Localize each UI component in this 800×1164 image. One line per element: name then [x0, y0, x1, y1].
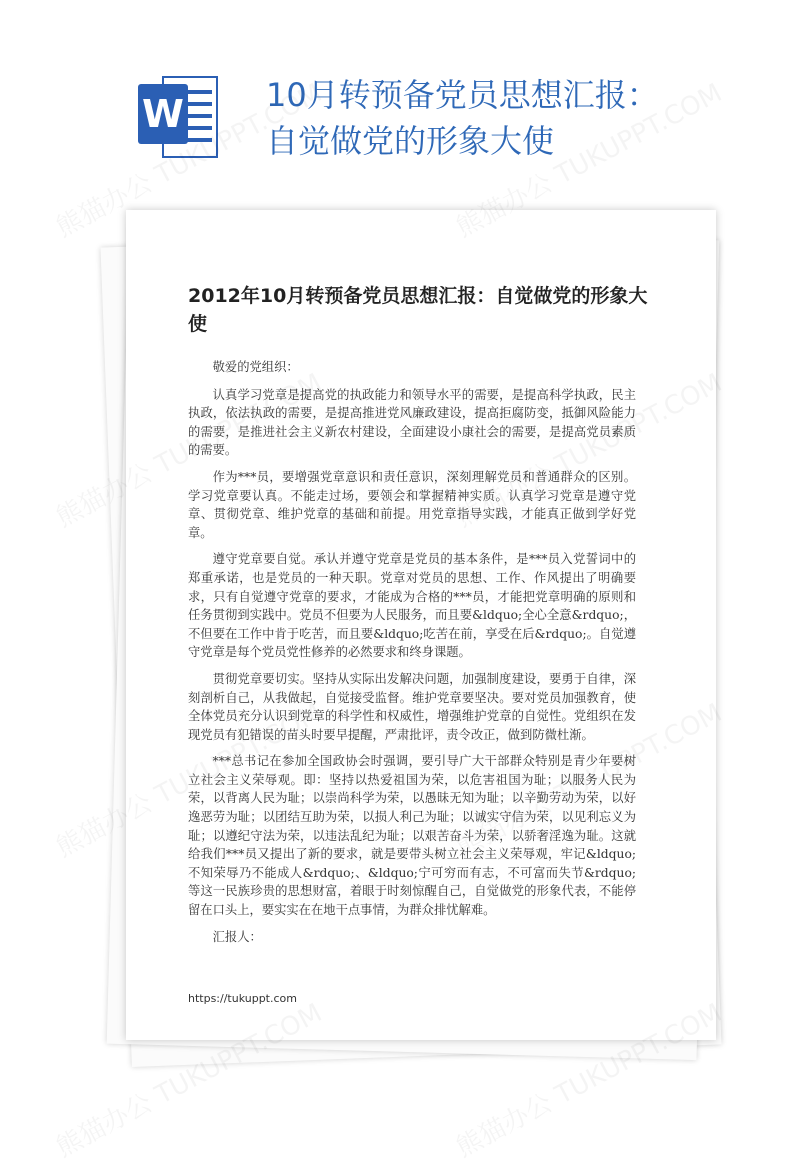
page-header [0, 0, 800, 215]
paragraph: 贯彻党章要切实。坚持从实际出发解决问题，加强制度建设，要勇于自律，深刻剖析自己，从我做起，自觉接受监督。维护党章要坚决。要对党员加强教育，使全体党员充分认识到党章的科学性和权威性，增强维护党章的自觉性。党组织在发现党员有犯错误的苗头时要早提醒，严肃批评，责令改正，做到防微杜渐。 [188, 671, 636, 742]
paragraph: 作为***员，要增强党章意识和责任意识，深刻理解党员和普通群众的区别。学习党章要认真。不能走过场，要领会和掌握精神实质。认真学习党章是遵守党章、贯彻党章、维护党章的基础和前提。用党章指导实践，才能真正做到学好党章。 [188, 469, 636, 540]
header-title-line1: 10月转预备党员思想汇报： [266, 76, 659, 114]
document-body [188, 358, 636, 954]
signature: 汇报人： [212, 929, 262, 944]
document-url: https://tukuppt.com [188, 992, 297, 1005]
paragraph: 认真学习党章是提高党的执政能力和领导水平的需要，是提高科学执政，民主执政，依法执政的需要，是提高推进党风廉政建设，提高拒腐防变，抵御风险能力的需要，是推进社会主义新农村建设，全面建设小康社会的需要，是提高党员素质的需要。 [188, 387, 636, 458]
paragraph: 遵守党章要自觉。承认并遵守党章是党员的基本条件，是***员入党誓词中的郑重承诺，也是党员的一种天职。党章对党员的思想、工作、作风提出了明确要求，只有自觉遵守党章的要求，才能成为合格的***员，才能把党章明确的原则和任务贯彻到实践中。党员不但要为人民服务，而且要&ldquo;全心全意&rdquo;，不但要在工作中肯于吃苦，而且要&ldquo;吃苦在前，享受在后&rdquo;。自觉遵守党章是每个党员党性修养的必然要求和终身课题。 [188, 552, 636, 660]
header-title-line2: 自觉做党的形象大使 [266, 122, 555, 160]
paragraph: ***总书记在参加全国政协会时强调，要引导广大干部群众特别是青少年要树立社会主义荣辱观。即：坚持以热爱祖国为荣，以危害祖国为耻；以服务人民为荣，以背离人民为耻；以崇尚科学为荣，以愚昧无知为耻；以辛勤劳动为荣，以好逸恶劳为耻；以团结互助为荣，以损人利己为耻；以诚实守信为荣，以见利忘义为耻；以遵纪守法为荣，以违法乱纪为耻；以艰苦奋斗为荣，以骄奢淫逸为耻。这就给我们***员又提出了新的要求，就是要带头树立社会主义荣辱观，牢记&ldquo;不知荣辱乃不能成人&rdquo;、&ldquo;宁可穷而有志，不可富而失节&rdquo;等这一民族珍贵的思想财富，着眼于时刻惊醒自己，自觉做党的形象代表，不能停留在口头上，要实实在在地干点事情，为群众排忧解难。 [188, 754, 636, 918]
word-logo-letter: W [138, 84, 188, 144]
header-title [266, 72, 706, 164]
document-title: 2012年10月转预备党员思想汇报：自觉做党的形象大使 [188, 285, 648, 335]
document-page [126, 210, 716, 1040]
greeting: 敬爱的党组织： [212, 360, 299, 374]
word-document-icon [138, 72, 218, 162]
